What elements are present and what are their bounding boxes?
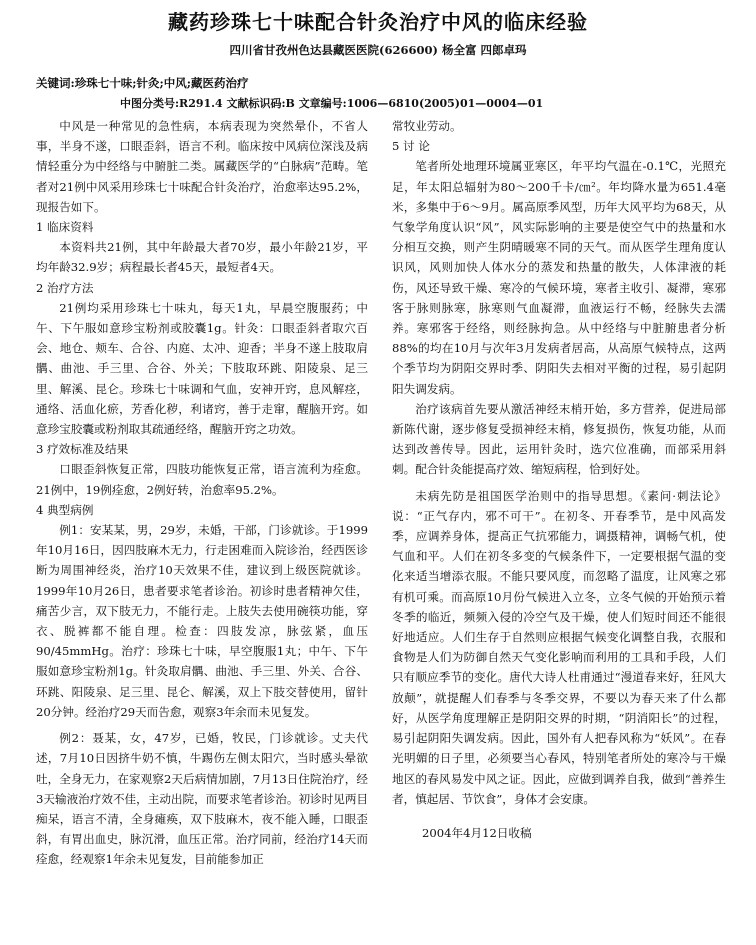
paragraph: 口眼歪斜恢复正常，四肢功能恢复正常，语言流利为痊愈。21例中，19例痊愈，2例好转，治愈率95.2%。: [36, 462, 368, 497]
author-affiliation: 四川省甘孜州色达县藏医医院(626600) 杨全富 四郎卓玛: [229, 43, 527, 57]
paragraph: 本资料共21例，其中年龄最大者70岁，最小年龄21岁，平均年龄32.9岁；病程最长者45天，最短者4天。: [36, 240, 368, 275]
discussion-paragraph-3: 未病先防是祖国医学治则中的指导思想。《素问·刺法论》说：“正气存内，邪不可干”。在初冬、开春季节，是中风高发季，应调养身体，提高正气抗邪能力，调摄精神，调畅气机，使气血和平。人们在初冬多变的气候条件下，一定要根据气温的变化来适当增添衣服。不能只要风度，而忽略了温度，让风寒之邪有机可乘。而高原10月份气候进入立冬，立冬气候的开始预示着冬季的临近，频频入侵的冷空气及干燥，使人们短时间还不能很好地适应。人们生存于自然则应根据气候变化调整自我，衣服和食物是人们为防御自然天气变化影响而利用的工具和手段，人们只有顺应季节的变化。唐代大诗人杜甫通过“漫道春来好，狂风大放颠”，就提醒人们春季与冬季交界，不要以为春天来了什么都好，从医学角度理解正是阴阳交界的时期，“阴消阳长”的过程，易引起阴阳失调发病。因此，国外有人把春风称为“妖风”。在春光明媚的日子里，必须要当心春风，特别笔者所处的寒冷与干燥地区的春风易发中风之证。因此，应做到调养自我，做到“善养生者，慎起居、节饮食”，身体才会安康。: [392, 488, 726, 806]
section-heading-3: 3 疗效标准及结果: [36, 442, 129, 457]
article-title: 藏药珍珠七十味配合针灸治疗中风的临床经验: [168, 10, 588, 34]
intro-paragraph: 中风是一种常见的急性病，本病表现为突然晕仆，不省人事，半身不遂，口眼歪斜，语言不利。临床按中风病位深浅及病情轻重分为中经络与中腑脏二类。属藏医学的“白脉病”范畴。笔者对21例中风采用珍珠七十味配合针灸治疗，治愈率达95.2%，现报告如下。: [36, 119, 368, 214]
case-paragraph-2: 例2：聂某，女，47岁，已婚，牧民，门诊就诊。丈夫代述，7月10日因挤牛奶不慎，牛踢伤左侧太阳穴，当时感头晕欲吐，全身无力，在家观察2天后病情加剧，7月13日住院治疗，经3天输液治疗效不佳，主动出院，而要求笔者诊治。初诊时见两目痴呆，语言不清，全身瘫痪，双下肢麻木，夜不能入睡，口眼歪斜，有胃出血史，脉沉滑，血压正常。治疗同前，经治疗14天而痊愈，经观察1年余未见复发，目前能参加正: [36, 731, 369, 867]
discussion-paragraph-1: 笔者所处地理环境属亚寒区，年平均气温在-0.1℃，光照充足，年太阳总辐射为80～200千卡/㎝²。年均降水量为651.4毫米，多集中于6～9月。属高原季风型，历年大风平均为68天，从气象学角度认识“风”，风实际影响的主要是使空气中的热量和水分相互交换，则产生阴晴暖寒不同的天气。而从医学生理角度认识风，风则加快人体水分的蒸发和热量的散失，人体津液的耗伤，风还导致干燥、寒冷的气候环境，寒者主收引、凝滞，寒邪客于脉则脉寒，脉寒则气血凝滞，血液运行不畅，经脉失去濡养。寒邪客于经络，则经脉拘急。从中经络与中脏腑患者分析88%的均在10月与次年3月发病者居高，从高原气候特点，这两个季节均为阴阳交界时季、阴阳失去相对平衡的过程，易引起阴阳失调发病。: [392, 159, 726, 396]
section-heading-2: 2 治疗方法: [36, 280, 94, 295]
paragraph: 21例均采用珍珠七十味丸，每天1丸，早晨空腹服药；中午、下午服如意珍宝粉剂或胶囊1g。针灸：口眼歪斜者取穴百会、地仓、颊车、合谷、内庭、太冲、迎香；半身不遂上肢取肩髃、曲池、手三里、合谷、外关；下肢取环跳、阳陵泉、足三里、解溪、昆仑。珍珠七十味调和气血，安神开窍，息风解痉，通络、活血化瘀，芳香化秽，利诸窍，善于走窜，醒脑开窍。如意珍宝胶囊或粉剂取其疏通经络，醒脑开窍之功效。: [36, 300, 368, 437]
discussion-paragraph-2: 治疗该病首先要从激活神经末梢开始，多方营养，促进局部新陈代谢，逐步修复受损神经末梢，修复损伤，恢复功能，从而达到改善传导。因此，运用针灸时，选穴位准确，而部采用斜刺。配合针灸能提高疗效、缩短病程，恰到好处。: [392, 401, 726, 477]
keywords: 关键词:珍珠七十味;针灸;中风;藏医药治疗: [36, 76, 249, 90]
classification-line: 中图分类号:R291.4 文献标识码:B 文章编号:1006—6810(2005)01—0004—01: [120, 97, 544, 110]
section-heading-4: 4 典型病例: [36, 502, 94, 517]
section-heading-5: 5 讨 论: [392, 139, 430, 154]
right-column: [392, 116, 726, 843]
continued-text: 常牧业劳动。: [392, 119, 462, 133]
case-paragraph-1: 例1：安某某，男，29岁，未婚，干部，门诊就诊。于1999年10月16日，因四肢麻木无力，行走困难而入院诊治，经西医诊断为周围神经炎，治疗10天效果不佳，建议到上级医院就诊。1999年10月26日，患者要求笔者诊治。初诊时患者精神欠佳，痛苦少言，双下肢无力，不能行走。上肢失去使用碗筷功能，穿衣、脱裤都不能自理。检查：四肢发凉，脉弦紧，血压90/45mmHg。治疗：珍珠七十味，早空腹服1丸；中午、下午服如意珍宝粉剂1g。针灸取肩髃、曲池、手三里、外关、合谷、环跳、阳陵泉、足三里、昆仑、解溪，双上下肢交替使用，留针20分钟。经治疗29天而告愈，观察3年余而未见复发。: [36, 523, 368, 719]
section-heading-1: 1 临床资料: [36, 220, 94, 235]
received-date: 2004年4月12日收稿: [422, 825, 532, 840]
left-column: [36, 116, 368, 870]
